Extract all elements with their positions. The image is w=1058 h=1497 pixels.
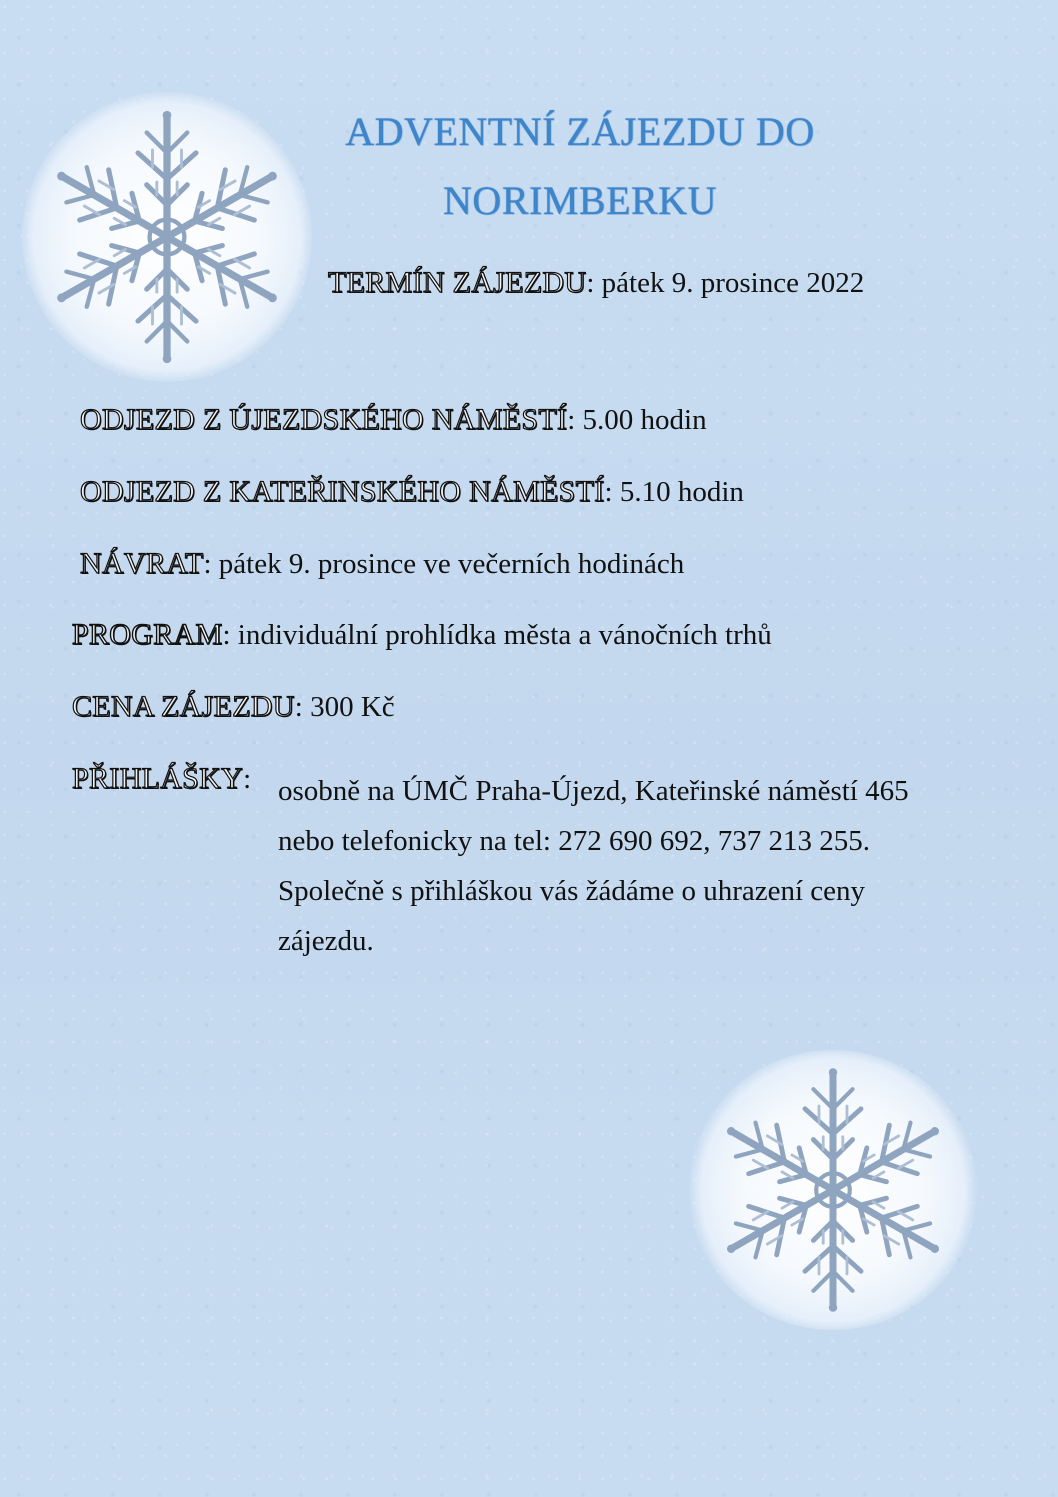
- odjezd-katerinske-row: [80, 477, 744, 507]
- snowflake-icon: [688, 1050, 978, 1330]
- snowflake-icon: [22, 92, 312, 382]
- odjezd-ujezd-row: [80, 405, 707, 435]
- prihlasky-label: PŘIHLÁŠKY: [72, 762, 244, 795]
- termin-row: [328, 268, 864, 298]
- program-row: [72, 620, 772, 650]
- navrat-value: : pátek 9. prosince ve večerních hodinách: [203, 548, 685, 580]
- navrat-label: NÁVRAT: [80, 547, 204, 580]
- page-title: ADVENTNÍ ZÁJEZDU DO: [345, 109, 815, 154]
- termin-value: : pátek 9. prosince 2022: [586, 267, 865, 299]
- page-title-line-2: NORIMBERKU: [443, 178, 717, 223]
- prihlasky-colon: :: [243, 763, 252, 795]
- odjezd-ujezd-label: ODJEZD Z ÚJEZDSKÉHO NÁMĚSTÍ: [80, 403, 568, 436]
- prihlasky-row: [72, 764, 251, 794]
- prihlasky-text: [278, 766, 909, 966]
- prihlasky-line: Společně s přihláškou vás žádáme o uhrazení ceny: [278, 875, 866, 907]
- odjezd-katerinske-value: : 5.10 hodin: [604, 476, 744, 508]
- cena-label: CENA ZÁJEZDU: [72, 690, 295, 723]
- snowflake-icon-svg: [688, 1050, 978, 1330]
- cena-value: : 300 Kč: [294, 691, 395, 723]
- prihlasky-line: osobně na ÚMČ Praha-Újezd, Kateřinské náměstí 465: [278, 775, 909, 807]
- snowflake-icon-svg: [22, 92, 312, 382]
- prihlasky-line: nebo telefonicky na tel: 272 690 692, 737 213 255.: [278, 825, 870, 857]
- prihlasky-line: zájezdu.: [278, 925, 374, 957]
- navrat-row: [80, 549, 684, 579]
- odjezd-ujezd-value: : 5.00 hodin: [567, 404, 707, 436]
- program-value: : individuální prohlídka města a vánočních trhů: [222, 619, 772, 651]
- program-label: PROGRAM: [72, 618, 223, 651]
- termin-label: TERMÍN ZÁJEZDU: [328, 266, 587, 299]
- odjezd-katerinske-label: ODJEZD Z KATEŘINSKÉHO NÁMĚSTÍ: [80, 475, 605, 508]
- cena-row: [72, 692, 395, 722]
